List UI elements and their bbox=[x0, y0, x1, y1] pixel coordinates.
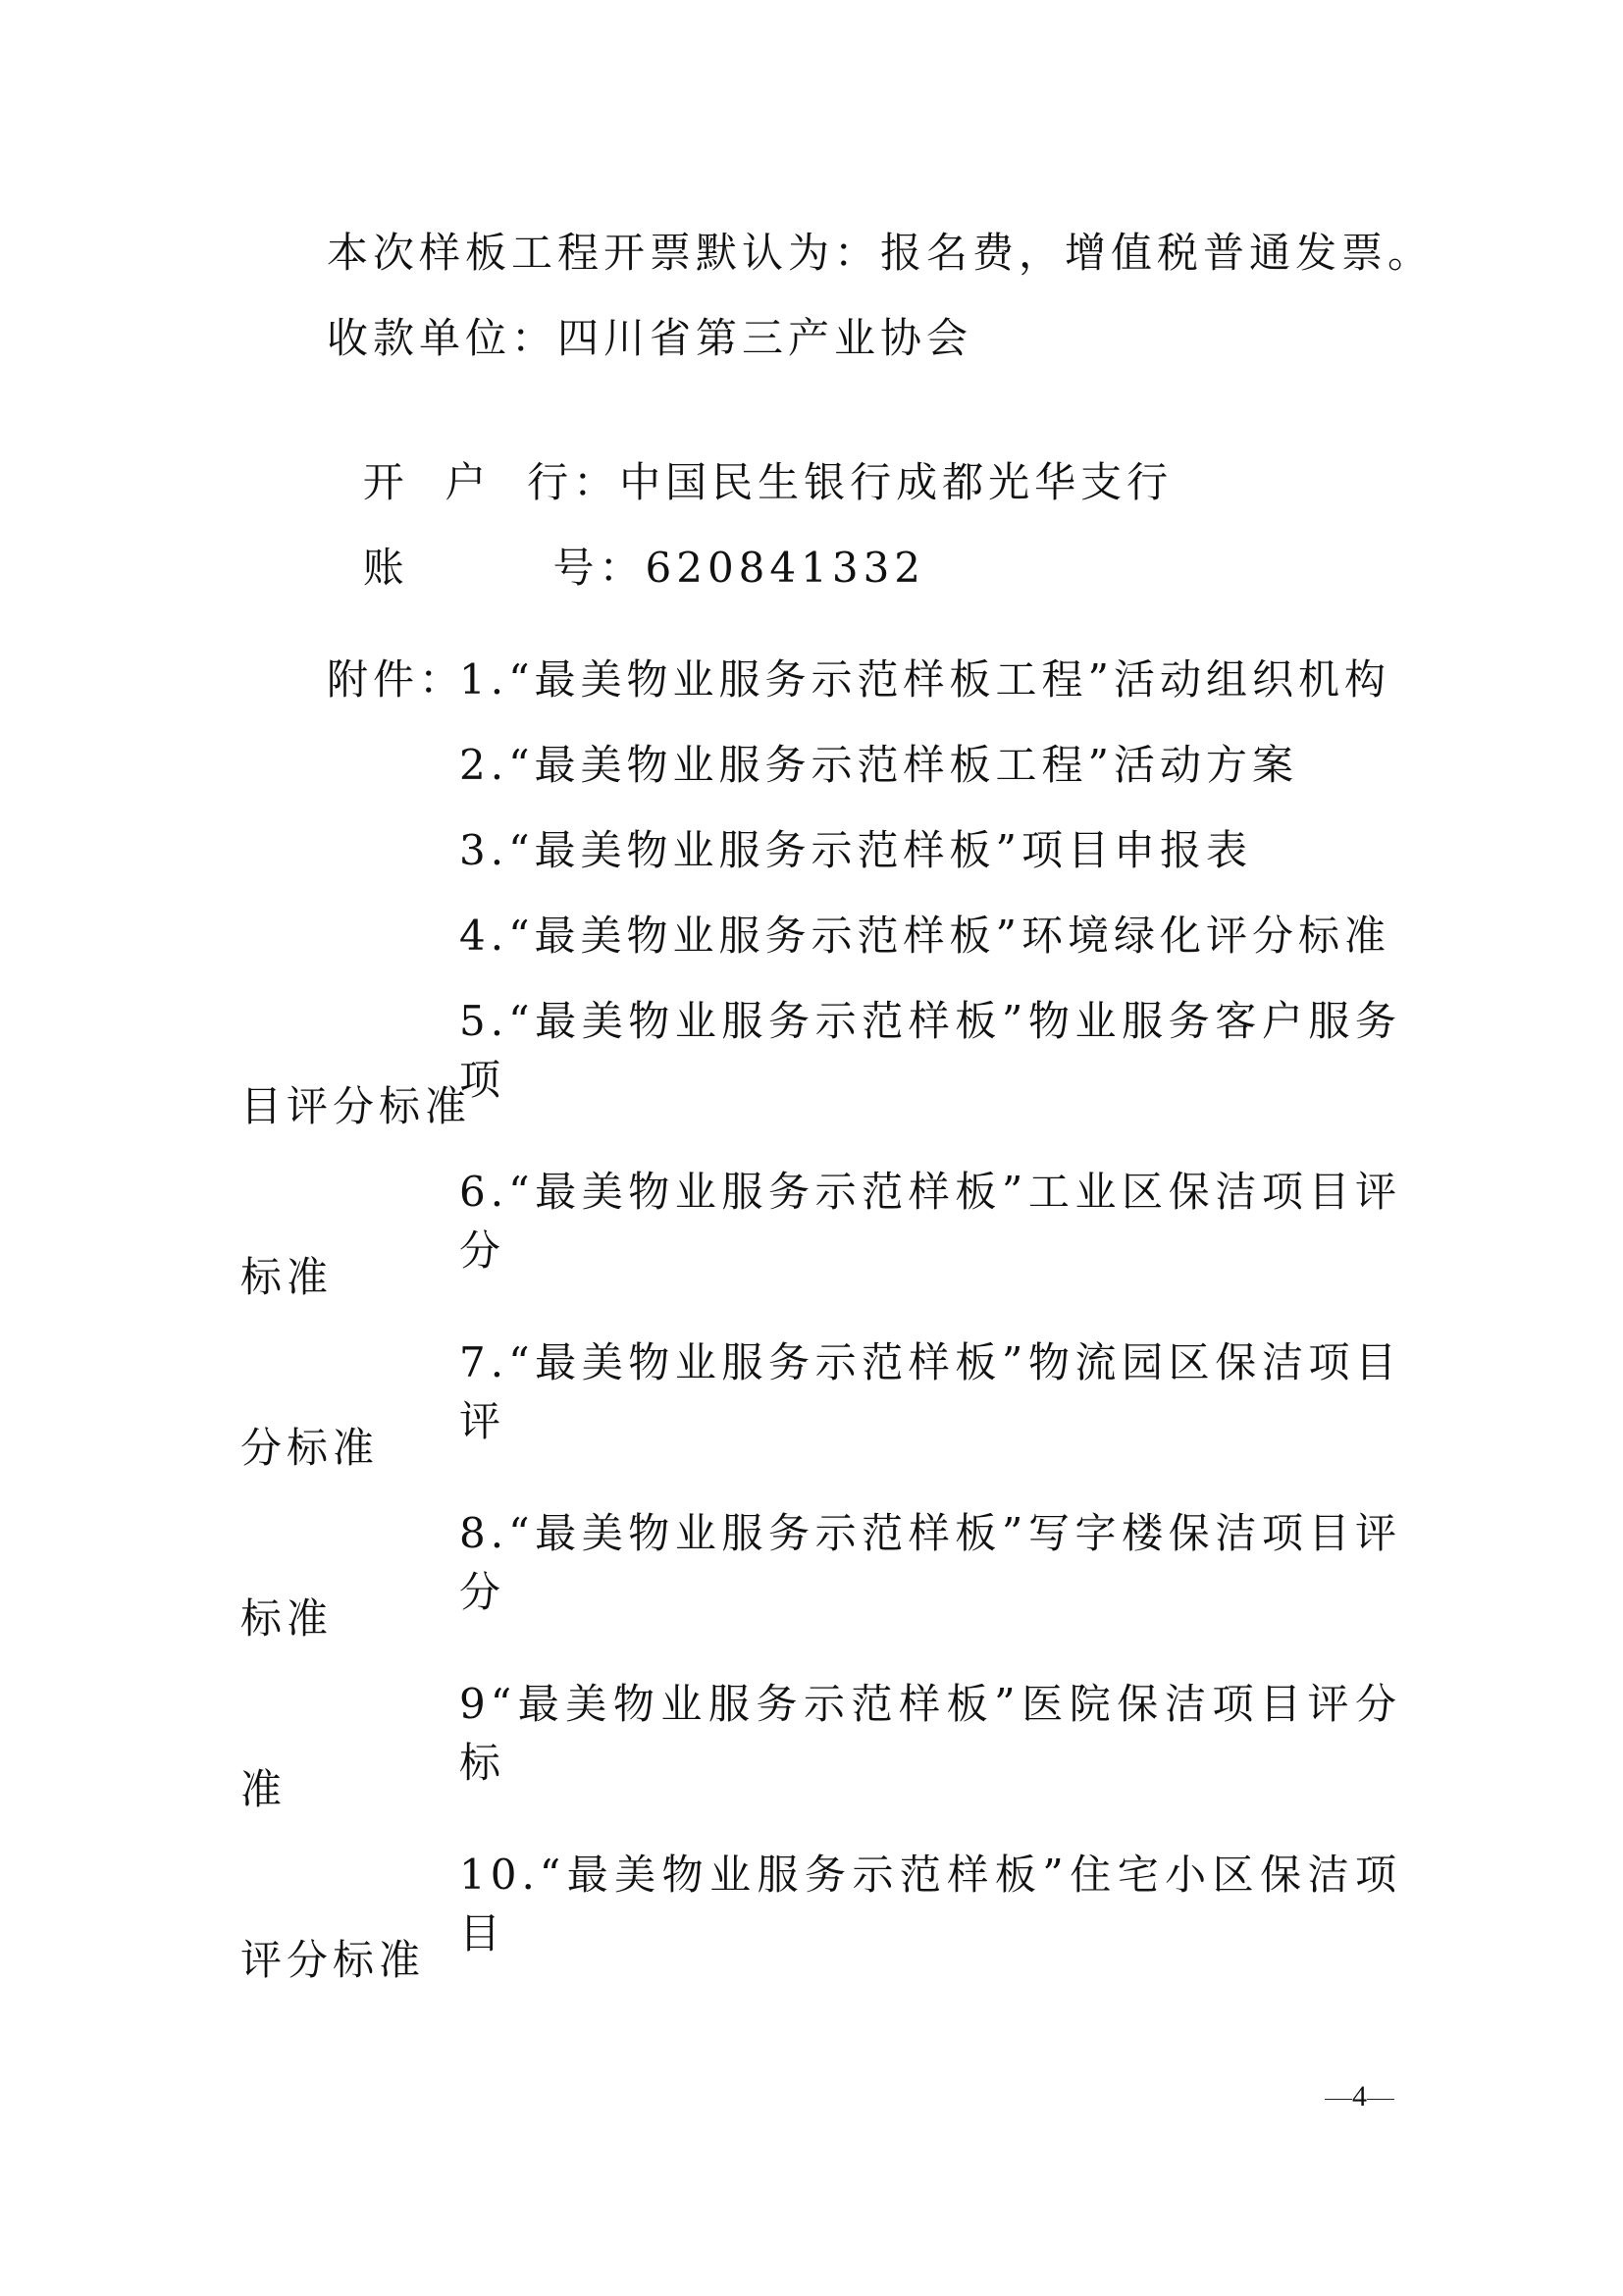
attachment-item-3: 3.“最美物业服务示范样板”项目申报表 bbox=[459, 826, 1253, 874]
payee-value: 四川省第三产业协会 bbox=[557, 314, 973, 362]
bank-value: 中国民生银行成都光华支行 bbox=[619, 458, 1174, 506]
attachment-item-8-cont: 标准 bbox=[240, 1594, 334, 1643]
payee-label: 收款单位： bbox=[327, 314, 558, 362]
bank-label: 开 户 行： bbox=[362, 458, 620, 506]
attachment-item-4: 4.“最美物业服务示范样板”环境绿化评分标准 bbox=[459, 912, 1391, 960]
invoice-note: 本次样板工程开票默认为：报名费，增值税普通发票。 bbox=[327, 229, 1435, 277]
attachment-item-7-cont: 分标准 bbox=[240, 1424, 380, 1472]
attachment-item-6: 6.“最美物业服务示范样板”工业区保洁项目评分 bbox=[459, 1168, 1401, 1275]
attachment-item-10-cont: 评分标准 bbox=[240, 1936, 426, 1984]
page-number-text: 4 bbox=[1352, 2080, 1367, 2113]
attachment-item-2: 2.“最美物业服务示范样板工程”活动方案 bbox=[459, 741, 1299, 789]
payee-row bbox=[327, 309, 972, 368]
attachment-item-8: 8.“最美物业服务示范样板”写字楼保洁项目评分 bbox=[459, 1509, 1401, 1616]
account-row bbox=[327, 480, 926, 592]
dash-left bbox=[1325, 2099, 1352, 2100]
attachment-item-7: 7.“最美物业服务示范样板”物流园区保洁项目评 bbox=[459, 1338, 1401, 1445]
account-label: 账 号： bbox=[362, 544, 646, 592]
attachment-item-5: 5.“最美物业服务示范样板”物业服务客户服务项 bbox=[459, 997, 1401, 1104]
attachment-item-9-cont: 准 bbox=[240, 1765, 288, 1813]
dash-right bbox=[1367, 2099, 1394, 2100]
page-number bbox=[1325, 2080, 1394, 2113]
attachment-item-1: 1.“最美物业服务示范样板工程”活动组织机构 bbox=[459, 655, 1391, 704]
attachments-label: 附件： bbox=[327, 655, 466, 704]
attachment-item-6-cont: 标准 bbox=[240, 1253, 334, 1301]
bank-row bbox=[327, 394, 1174, 506]
account-value: 620841332 bbox=[645, 544, 926, 592]
attachment-item-5-cont: 目评分标准 bbox=[240, 1082, 472, 1130]
attachment-item-9: 9“最美物业服务示范样板”医院保洁项目评分标 bbox=[459, 1680, 1401, 1787]
attachment-item-10: 10.“最美物业服务示范样板”住宅小区保洁项目 bbox=[459, 1851, 1401, 1957]
